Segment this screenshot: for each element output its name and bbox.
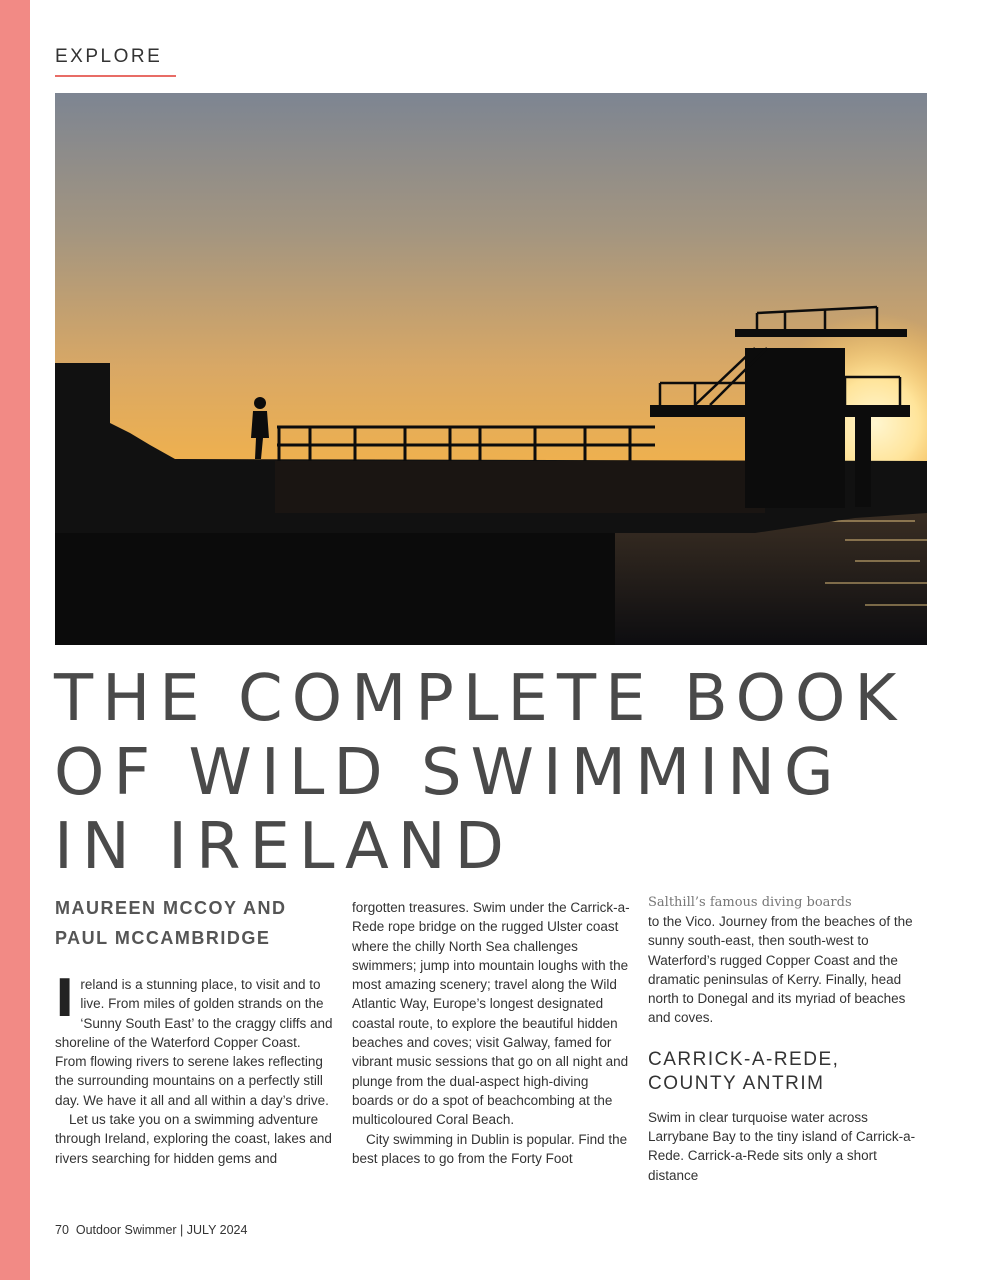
intro-paragraph-text: reland is a stunning place, to visit and to live. From miles of golden strands on the ‘Sunny South East’ to the craggy cliffs and shoreline of the Waterford Copper Coast. From flowing rivers to serene lakes reflecting the surrounding mountains on a perfectly still day. We have it all and all within a day’s drive.: [55, 977, 333, 1108]
text-column-1: [55, 893, 335, 1168]
page-footer: [55, 1223, 247, 1237]
subheading: [648, 1048, 928, 1096]
sunset-diving-board-illustration: [55, 93, 927, 645]
paragraph-6: Swim in clear turquoise water across Larrybane Bay to the tiny island of Carrick-a-Rede. Carrick-a-Rede sits only a short distance: [648, 1109, 916, 1183]
section-label: EXPLORE: [55, 46, 163, 67]
byline: [55, 893, 335, 953]
accent-side-bar: [0, 0, 30, 1280]
paragraph-5: to the Vico. Journey from the beaches of the sunny south-east, then south-west to Waterford’s rugged Copper Coast and the dramatic peninsulas of Kerry. Finally, head north to Donegal and its myriad of beaches and coves.: [648, 914, 913, 1026]
text-column-2: [352, 898, 632, 1168]
byline-line-1: MAUREEN MCCOY AND: [55, 898, 287, 918]
headline: [54, 662, 954, 884]
intro-paragraph: [55, 969, 335, 1110]
photo-caption: Salthill’s famous diving boards: [648, 895, 852, 910]
text-column-3: [648, 893, 928, 1185]
paragraph-4: City swimming in Dublin is popular. Find the best places to go from the Forty Foot: [352, 1131, 628, 1166]
paragraph-3: forgotten treasures. Swim under the Carrick-a-Rede rope bridge on the rugged Ulster coast where the chilly North Sea challenges swimmers; jump into mountain loughs with the most amazing scenery; travel along the Wild Atlantic Way, Europe’s longest designated coastal route, to explore the beautiful hidden beaches and coves; visit Galway, famed for vibrant music sessions that go on all night and plunge from the dual-aspect high-diving boards or do a spot of beachcombing at the multicoloured Coral Beach.: [352, 900, 630, 1128]
section-underline: [55, 75, 176, 77]
page-number: 70: [55, 1223, 69, 1237]
subheading-line-1: CARRICK-A-REDE,: [648, 1048, 840, 1070]
hero-photo: [55, 93, 927, 645]
publication-info: Outdoor Swimmer | JULY 2024: [75, 1223, 248, 1237]
headline-line-1: THE COMPLETE BOOK: [54, 662, 906, 736]
byline-line-2: PAUL MCCAMBRIDGE: [55, 928, 271, 948]
headline-line-3: IN IRELAND: [54, 810, 513, 884]
paragraph-2: Let us take you on a swimming adventure through Ireland, exploring the coast, lakes and rivers searching for hidden gems and: [55, 1112, 332, 1166]
headline-line-2: OF WILD SWIMMING: [54, 736, 843, 810]
subheading-line-2: COUNTY ANTRIM: [648, 1072, 825, 1094]
drop-cap: I: [55, 969, 75, 1029]
